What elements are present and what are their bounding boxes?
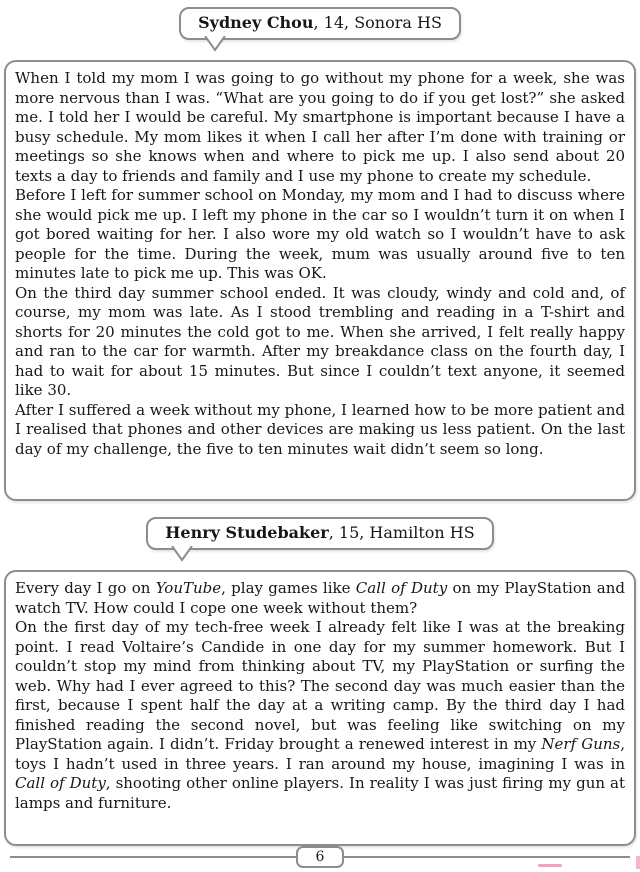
text-segment: After I suffered a week without my phone, I learned how to be more patient and I realised that phones and other devices are making us less patient. On the last day of my challenge, the five to ten minutes wait didn’t seem so long.	[15, 400, 625, 458]
text-segment: , play games like	[221, 579, 356, 597]
page-footer	[0, 845, 640, 869]
speaker-info: , 14, Sonora HS	[313, 13, 442, 32]
speaker-bubble-sydney	[179, 7, 461, 40]
passage-section-henry	[4, 517, 636, 846]
speaker-name: Sydney Chou	[198, 13, 314, 32]
italic-text-segment: Call of Duty	[355, 579, 448, 597]
text-segment: On the first day of my tech-free week I already felt like I was at the breaking point. I read Voltaire’s Candide in one day for my summer homework. But I couldn’t stop my mind from thinking about TV, my PlayStation or surfing the web. Why had I ever agreed to this? The second day was much easier than the first, because I spent half the day at a writing camp. By the third day I had finished reading the second novel, but was feeling like switching on my PlayStation again. I didn’t. Friday brought a renewed interest in my	[15, 618, 625, 753]
paragraph	[15, 69, 625, 186]
speaker-bubble-henry	[146, 517, 493, 550]
paragraph	[15, 186, 625, 284]
speech-bubble-tail	[170, 546, 194, 562]
text-segment: on my PlayStation and watch TV. How could I cope one week without them?	[15, 579, 626, 617]
speaker-header-row	[4, 7, 636, 40]
text-segment: When I told my mom I was going to go without my phone for a week, she was more nervous than I was. “What are you going to do if you get lost?” she asked me. I told her I would be careful. My smartphone is important because I have a busy schedule. My mom likes it when I call her after I’m done with training or meetings so she knows when and where to pick me up. I also send about 20 texts a day to friends and family and I use my phone to create my schedule.	[15, 69, 625, 185]
text-segment: Every day I go on	[15, 579, 156, 597]
speech-bubble-tail	[203, 36, 227, 52]
page-number: 6	[296, 846, 344, 868]
paragraph	[15, 618, 625, 813]
passage-text-box-sydney	[4, 60, 636, 501]
text-segment: , toys I hadn’t used in three years. I ran around my house, imagining I was in	[15, 735, 626, 773]
text-segment: , shooting other online players. In reality I was just firing my gun at lamps and furniture.	[15, 774, 625, 812]
paragraph	[15, 401, 625, 460]
italic-text-segment: Call of Duty	[15, 774, 106, 792]
scan-artifact-corner	[636, 856, 640, 869]
passage-section-sydney	[4, 7, 636, 501]
speaker-header-row	[4, 517, 636, 550]
speaker-name: Henry Studebaker	[165, 523, 329, 542]
scan-artifact-mark	[538, 864, 562, 867]
italic-text-segment: Nerf Guns	[541, 735, 621, 753]
paragraph	[15, 284, 625, 401]
passage-text-box-henry	[4, 570, 636, 846]
italic-text-segment: YouTube	[155, 579, 222, 597]
section-spacer	[4, 501, 636, 517]
speaker-info: , 15, Hamilton HS	[328, 523, 475, 542]
text-segment: On the third day summer school ended. It was cloudy, windy and cold and, of course, my mom was late. As I stood trembling and reading in a T-shirt and shorts for 20 minutes the cold got to me. When she arrived, I felt really happy and ran to the car for warmth. After my breakdance class on the fourth day, I had to wait for about 15 minutes. But since I couldn’t text anyone, it seemed like 30.	[15, 283, 625, 399]
paragraph	[15, 579, 625, 618]
text-segment: Before I left for summer school on Monday, my mom and I had to discuss where she would pick me up. I left my phone in the car so I wouldn’t turn it on when I got bored waiting for her. I also wore my old watch so I wouldn’t have to ask people for the time. During the week, mum was usually around five to ten minutes late to pick me up. This was OK.	[15, 186, 625, 282]
